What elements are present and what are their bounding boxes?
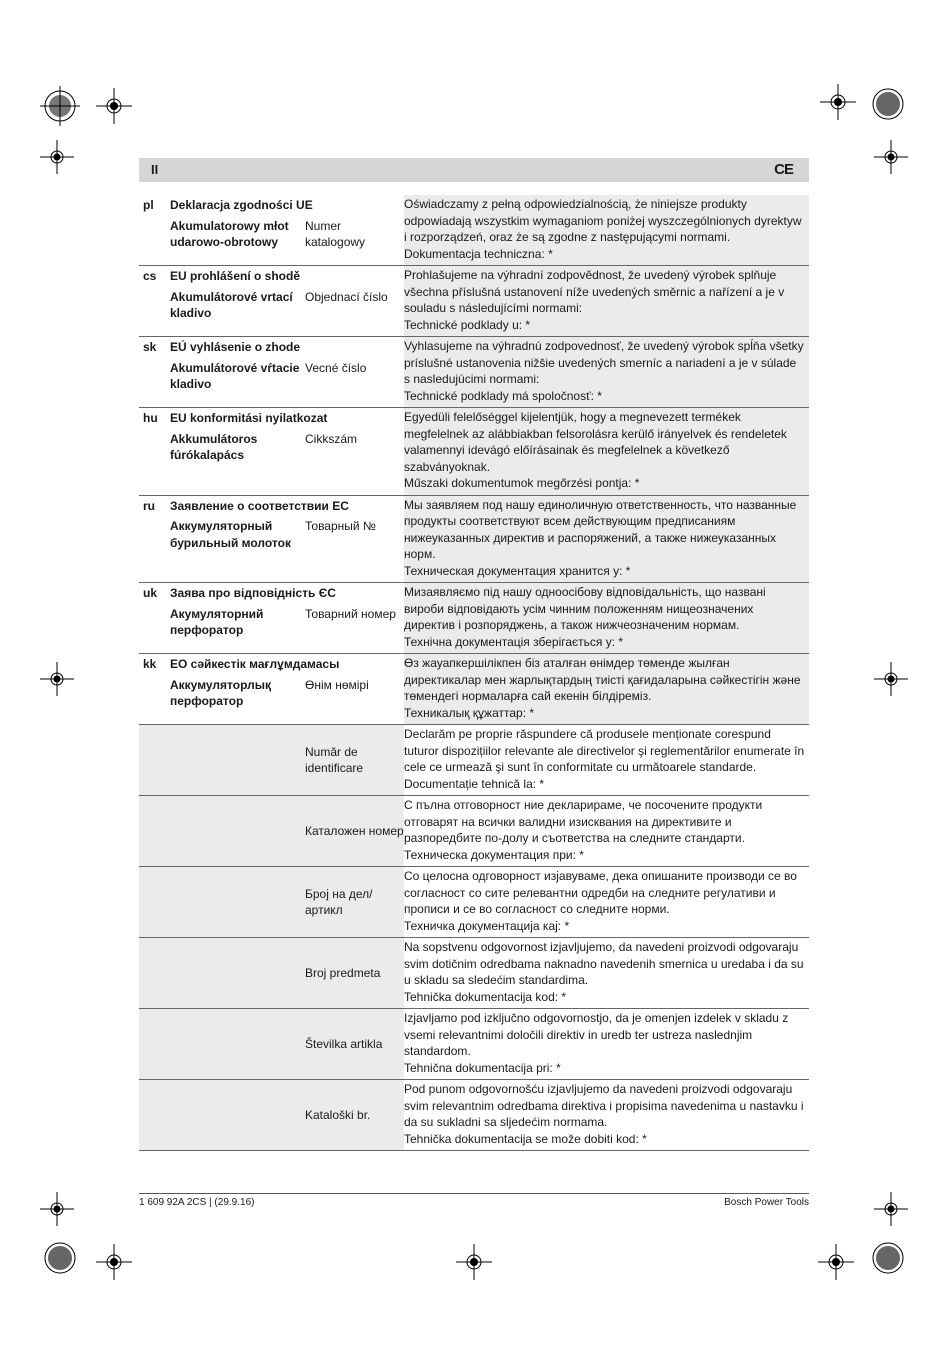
language-code: pl <box>143 198 154 212</box>
table-row <box>139 266 809 337</box>
declaration-title: Заявление о соответствии ЕС <box>170 498 349 513</box>
declaration-title: Deklaracja zgodności UE <box>170 198 313 212</box>
table-row <box>139 408 809 496</box>
number-label: Številka artikla <box>305 1036 383 1051</box>
declaration-title: ЕО сәйкестік мағлұмдамасы <box>170 657 340 671</box>
footer-document-code: 1 609 92A 2CS | (29.9.16) <box>139 1197 255 1208</box>
table-row <box>139 496 809 584</box>
table-row <box>139 337 809 408</box>
number-label: Kataloški br. <box>305 1107 371 1122</box>
product-name: Аккумуляторный бурильный молоток <box>170 519 291 550</box>
registration-mark-right-upper <box>874 140 908 174</box>
number-label: Cikkszám <box>305 431 358 446</box>
declaration-header <box>139 867 404 937</box>
page-header-bar <box>139 158 809 182</box>
product-name: Аккумуляторлық перфоратор <box>170 677 272 708</box>
declaration-text: Pod punom odgovornošću izjavljujemo da navedeni proizvodi odgovaraju svim relevantnim odredbama direktiva i propisima navedenima u nastavku i da su sukladni sa sljedećim normama. Tehnička dokumentacija se može dobiti kod: * <box>404 1080 809 1150</box>
registration-mark-left-lower <box>40 1192 74 1226</box>
declaration-header <box>170 195 404 265</box>
page-number: II <box>151 162 159 177</box>
declaration-title: EU prohlášení o shodě <box>170 269 301 283</box>
footer-brand: Bosch Power Tools <box>724 1197 809 1208</box>
number-label: Broj predmeta <box>305 965 381 980</box>
registration-mark-left-middle <box>40 662 74 696</box>
declaration-title: EÚ vyhlásenie o zhode <box>170 340 301 354</box>
registration-mark-bottom-right <box>868 1238 908 1278</box>
declaration-header <box>139 1009 404 1079</box>
table-row <box>139 583 809 654</box>
declaration-header <box>139 1080 404 1150</box>
declaration-header <box>170 337 404 407</box>
declaration-text: Prohlašujeme na výhradní zodpovědnost, že uvedený výrobek splňuje všechna příslušná ustanovení níže uvedených směrnic a nařízení a je v souladu s následujícími normami: Technické podklady u: * <box>404 266 809 336</box>
table-row <box>139 1080 809 1151</box>
number-label: Numer katalogowy <box>305 218 366 249</box>
ce-mark-icon: CE <box>774 161 793 178</box>
product-name: Akumulátorové vrtací kladivo <box>170 289 293 320</box>
registration-mark-bottom-left-2 <box>96 1244 132 1280</box>
table-row <box>139 195 809 266</box>
registration-mark-right-lower <box>874 1192 908 1226</box>
number-label: Товарний номер <box>305 606 396 621</box>
number-label: Număr de identificare <box>305 744 364 775</box>
declaration-text: Izjavljamo pod izključno odgovornostjo, da je omenjen izdelek v skladu z vsemi relevantnimi določili direktiv in uredb ter ustreza naslednjim standardom. Tehnična dokumentacija pri: * <box>404 1009 809 1079</box>
declaration-header <box>139 796 404 866</box>
declaration-title: Заява про відповідність ЄС <box>170 586 336 600</box>
table-row <box>139 796 809 867</box>
language-code: cs <box>143 269 157 283</box>
declaration-text: Мизаявляємо під нашу одноосібову відповідальність, що названі вироби відповідають усім чинним положенням нищеозначених директив і розпоряджень, а також нижчеозначеним нормам. Технічна документація зберігається у: * <box>404 583 809 653</box>
declaration-text: Vyhlasujeme na výhradnú zodpovednosť, že uvedený výrobok spĺňa všetky príslušné ustanovenia nižšie uvedených smerníc a nariadení a je v súlade s nasledujúcimi normami: Technické podklady má spoločnosť: * <box>404 337 809 407</box>
declaration-header <box>170 654 404 724</box>
declaration-text: Өз жауапкершілікпен біз аталған өнімдер төменде жылған директикалар мен жарлықтардың тиісті қағидаларына сәйкестігін және төмендегі нормаларға сай екенін білдіреміз. Техникалық құжаттар: * <box>404 654 809 724</box>
registration-mark-top-right <box>868 84 908 124</box>
registration-mark-left-upper <box>40 140 74 174</box>
registration-mark-top-left <box>40 86 80 126</box>
declaration-header <box>139 725 404 795</box>
number-label: Objednací číslo <box>305 289 388 304</box>
language-code: uk <box>143 586 158 600</box>
declaration-header <box>139 938 404 1008</box>
table-row <box>139 654 809 725</box>
language-code: sk <box>143 340 157 354</box>
number-label: Каталожен номер <box>305 823 404 838</box>
product-name: Akumulátorové vŕtacie kladivo <box>170 360 300 391</box>
number-label: Өнім нөмірі <box>305 677 369 692</box>
table-row <box>139 1009 809 1080</box>
declaration-header <box>170 583 404 653</box>
declaration-text: Egyedüli felelőséggel kijelentjük, hogy a megnevezett termékek megfelelnek az alábbiakban felsorolásra kerülő irányelvek és rendeletek valamennyi idevágó előírásainak és megfelelnek a következő szabványoknak. Műszaki dokumentumok megőrzési pontja: * <box>404 408 809 495</box>
registration-mark-top-right-2 <box>820 84 856 120</box>
declaration-text: Со целосна одговорност изјавуваме, дека опишаните производи се во согласност со сите релевантни одредби на следните регулативи и прописи и се во согласност со следните норми. Техничка документација кај: * <box>404 867 809 937</box>
declaration-header <box>170 496 404 583</box>
table-row <box>139 725 809 796</box>
declaration-header <box>170 408 404 495</box>
declaration-table <box>139 195 809 1151</box>
registration-mark-right-middle <box>874 662 908 696</box>
declaration-text: Мы заявляем под нашу единоличную ответственность, что названные продукты соответствуют всем действующим предписаниям нижеуказанных директив и распоряжений, а также нижеуказанных норм. Техническая документация хранится у: * <box>404 496 809 583</box>
number-label: Број на дел/артикл <box>305 886 373 917</box>
number-label: Vecné číslo <box>305 360 367 375</box>
declaration-text: Na sopstvenu odgovornost izjavljujemo, da navedeni proizvodi odgovaraju svim dotičnim odredbama naknadno navedenih smernica u uredaba i da su u skladu sa sledećim standardima. Tehnička dokumentacija kod: * <box>404 938 809 1008</box>
declaration-title: EU konformitási nyilatkozat <box>170 411 328 425</box>
declaration-header <box>170 266 404 336</box>
registration-mark-top-left-2 <box>96 88 132 124</box>
registration-mark-bottom-center <box>456 1244 492 1280</box>
product-name: Акумуляторний перфоратор <box>170 606 264 637</box>
product-name: Akumulatorowy młot udarowo-obrotowy <box>170 218 289 249</box>
table-row <box>139 867 809 938</box>
number-label: Товарный № <box>305 519 376 533</box>
declaration-text: Declarăm pe proprie răspundere că produsele menționate corespund tuturor dispozițiilor relevante ale directivelor şi reglementărilor enumerate în cele ce urmează şi sunt în conformitate cu următoarele standarde. Documentație tehnică la: * <box>404 725 809 795</box>
footer-rule <box>139 1193 809 1194</box>
declaration-text: С пълна отговорност ние декларираме, че посочените продукти отговарят на всички валидни изисквания на директивите и разпоредбите по-долу и съответства на следните стандарти. Техническа документация при: * <box>404 796 809 866</box>
product-name: Akkumulátoros fúrókalapács <box>170 431 258 462</box>
table-row <box>139 938 809 1009</box>
registration-mark-bottom-right-2 <box>818 1244 854 1280</box>
language-code: kk <box>143 657 157 671</box>
language-code: ru <box>143 498 155 513</box>
registration-mark-bottom-left <box>40 1238 80 1278</box>
declaration-text: Oświadczamy z pełną odpowiedzialnością, że niniejsze produkty odpowiadają wszystkim wymaganiom poniżej wyszczególnionych dyrektyw i rozporządzeń, oraz że są zgodne z następującymi normami. Dokumentacja techniczna: * <box>404 195 809 265</box>
language-code: hu <box>143 411 158 425</box>
